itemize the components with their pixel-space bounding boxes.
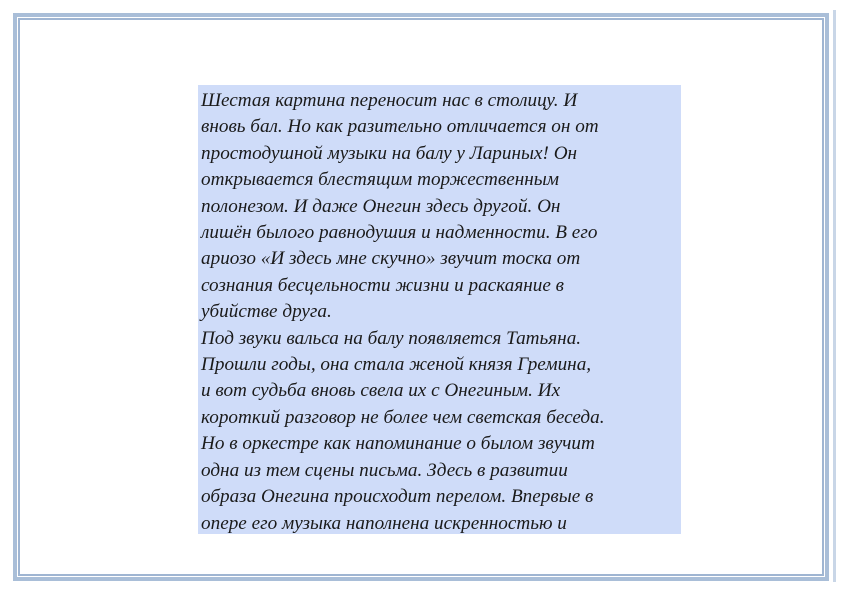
body-text-box (198, 85, 681, 534)
paragraph-tatiana-scene: Под звуки вальса на балу появляется Татьяна. Прошли годы, она стала женой князя Гремина, и вот судьба вновь свела их с Онегиным. Их короткий разговор не более чем светская беседа. Но в оркестре как напоминание о былом звучит одна из тем сцены письма. Здесь в развитии образа Онегина происходит перелом. Впервые в опере его музыка наполнена искренностью и (201, 327, 605, 534)
frame-edge-shadow (833, 10, 836, 582)
paragraph-ball-scene: Шестая картина переносит нас в столицу. И вновь бал. Но как разительно отличается он от простодушной музыки на балу у Лариных! Он открывается блестящим торжественным полонезом. И даже Онегин здесь другой. Он лишён былого равнодушия и надменности. В его ариозо «И здесь мне скучно» звучит тоска от сознания бесцельности жизни и раскаяние в убийстве друга. (201, 90, 599, 323)
